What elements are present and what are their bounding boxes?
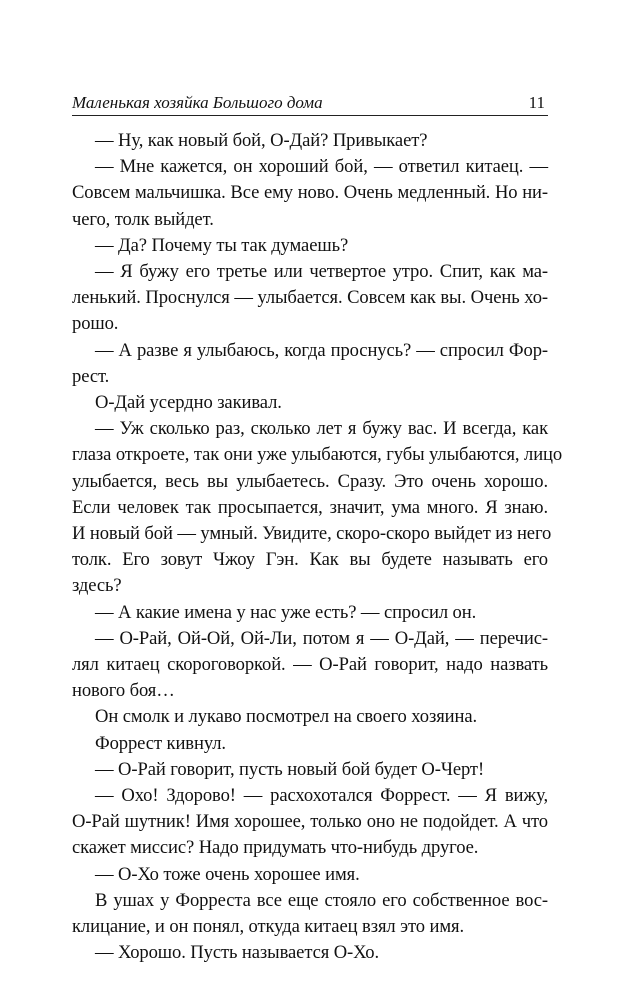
page-number: 11 bbox=[528, 93, 545, 112]
text-line: — Я бужу его третье или четвертое утро. Спит, как ма- bbox=[95, 261, 548, 283]
running-header bbox=[72, 93, 548, 116]
text-line: лял китаец скороговоркой. — О-Рай говорит, надо назвать bbox=[72, 654, 548, 676]
text-line: рест. bbox=[72, 365, 110, 387]
text-line: рошо. bbox=[72, 313, 119, 335]
text-line: толк. Его зовут Чжоу Гэн. Как вы будете называть его bbox=[72, 549, 548, 571]
text-line: скажет миссис? Надо придумать что-нибудь другое. bbox=[72, 837, 479, 859]
text-line: ленький. Проснулся — улыбается. Совсем как вы. Очень хо- bbox=[72, 287, 548, 309]
book-title: Маленькая хозяйка Большого дома bbox=[72, 93, 323, 112]
text-line: И новый бой — умный. Увидите, скоро-скоро выйдет из него bbox=[72, 523, 552, 545]
text-line: — Хорошо. Пусть называется О-Хо. bbox=[95, 942, 380, 964]
text-line: улыбается, весь вы улыбаетесь. Сразу. Это очень хорошо. bbox=[72, 470, 548, 492]
text-line: — Охо! Здорово! — расхохотался Форрест. — Я вижу, bbox=[95, 785, 548, 807]
text-line: — А какие имена у нас уже есть? — спросил он. bbox=[95, 601, 477, 623]
text-line: О-Дай усердно закивал. bbox=[95, 392, 282, 414]
text-line: клицание, и он понял, откуда китаец взял это имя. bbox=[72, 916, 465, 938]
text-line: — Да? Почему ты так думаешь? bbox=[95, 234, 349, 256]
text-line: чего, толк выйдет. bbox=[72, 208, 214, 230]
text-line: — Уж сколько раз, сколько лет я бужу вас. И всегда, как bbox=[95, 418, 548, 440]
text-line: — О-Рай говорит, пусть новый бой будет О-Черт! bbox=[95, 758, 485, 780]
text-line: нового боя… bbox=[72, 680, 175, 702]
text-line: здесь? bbox=[72, 575, 122, 597]
body-text bbox=[72, 128, 563, 967]
text-line: Если человек так просыпается, значит, ума много. Я знаю. bbox=[72, 496, 548, 518]
text-line: Форрест кивнул. bbox=[95, 732, 226, 754]
text-line: — Мне кажется, он хороший бой, — ответил китаец. — bbox=[95, 156, 548, 178]
text-line: — Ну, как новый бой, О-Дай? Привыкает? bbox=[95, 130, 428, 151]
text-line: — О-Рай, Ой-Ой, Ой-Ли, потом я — О-Дай, — перечис- bbox=[95, 627, 548, 649]
text-line: — О-Хо тоже очень хорошее имя. bbox=[95, 863, 360, 885]
text-line: О-Рай шутник! Имя хорошее, только оно не подойдет. А что bbox=[72, 811, 548, 833]
text-line: глаза откроете, так они уже улыбаются, губы улыбаются, лицо bbox=[72, 444, 563, 466]
text-line: Он смолк и лукаво посмотрел на своего хозяина. bbox=[95, 706, 478, 728]
text-line: Совсем мальчишка. Все ему ново. Очень медленный. Но ни- bbox=[72, 182, 548, 204]
text-line: — А разве я улыбаюсь, когда проснусь? — спросил Фор- bbox=[95, 339, 548, 361]
text-line: В ушах у Форреста все еще стояло его собственное вос- bbox=[95, 889, 548, 911]
